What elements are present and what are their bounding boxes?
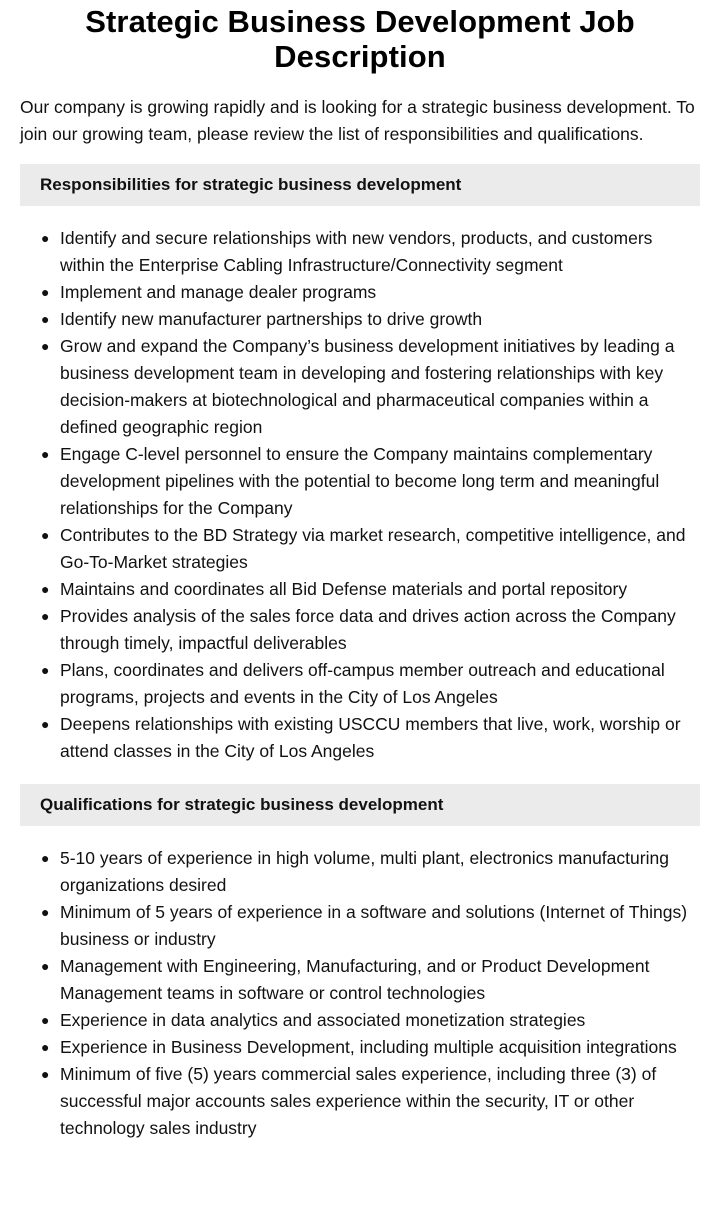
bullet-icon: ● (41, 850, 50, 866)
list-item: ● Management with Engineering, Manufacturing, and or Product Development Management teams in software or control technologies (60, 953, 700, 1007)
list-item: ● Contributes to the BD Strategy via market research, competitive intelligence, and Go-To-Market strategies (60, 522, 700, 576)
responsibilities-list (20, 225, 700, 765)
bullet-icon: ● (41, 662, 50, 678)
bullet-icon: ● (41, 1066, 50, 1082)
bullet-icon: ● (41, 284, 50, 300)
intro-paragraph: Our company is growing rapidly and is looking for a strategic business development. To join our growing team, please review the list of responsibilities and qualifications. (20, 97, 695, 144)
list-item: ● Plans, coordinates and delivers off-campus member outreach and educational programs, projects and events in the City of Los Angeles (60, 657, 700, 711)
list-item: ● Grow and expand the Company’s business development initiatives by leading a business development team in developing and fostering relationships with key decision-makers at biotechnological and pharmaceutical companies within a defined geographic region (60, 333, 700, 441)
bullet-icon: ● (41, 527, 50, 543)
qualifications-header (20, 784, 700, 826)
list-item: ● Deepens relationships with existing USCCU members that live, work, worship or attend classes in the City of Los Angeles (60, 711, 700, 765)
list-item: ● Experience in data analytics and associated monetization strategies (60, 1007, 700, 1034)
bullet-icon: ● (41, 338, 50, 354)
bullet-icon: ● (41, 904, 50, 920)
list-item: ● Engage C-level personnel to ensure the Company maintains complementary development pipelines with the potential to become long term and meaningful relationships for the Company (60, 441, 700, 522)
qualifications-heading: Qualifications for strategic business development (40, 795, 444, 814)
bullet-icon: ● (41, 608, 50, 624)
list-item: ● Minimum of five (5) years commercial sales experience, including three (3) of successful major accounts sales experience within the security, IT or other technology sales industry (60, 1061, 700, 1142)
list-item: ● Identify and secure relationships with new vendors, products, and customers within the Enterprise Cabling Infrastructure/Connectivity segment (60, 225, 700, 279)
bullet-icon: ● (41, 311, 50, 327)
bullet-icon: ● (41, 230, 50, 246)
responsibilities-header (20, 164, 700, 206)
qualifications-list (20, 845, 700, 1142)
list-item: ● 5-10 years of experience in high volume, multi plant, electronics manufacturing organizations desired (60, 845, 700, 899)
list-item: ● Provides analysis of the sales force data and drives action across the Company through timely, impactful deliverables (60, 603, 700, 657)
bullet-icon: ● (41, 446, 50, 462)
bullet-icon: ● (41, 958, 50, 974)
list-item: ● Maintains and coordinates all Bid Defense materials and portal repository (60, 576, 700, 603)
bullet-icon: ● (41, 1012, 50, 1028)
bullet-icon: ● (41, 581, 50, 597)
list-item: ● Implement and manage dealer programs (60, 279, 700, 306)
page-title: Strategic Business Development Job Description (85, 4, 635, 74)
list-item: ● Experience in Business Development, including multiple acquisition integrations (60, 1034, 700, 1061)
responsibilities-heading: Responsibilities for strategic business development (40, 175, 462, 194)
list-item: ● Minimum of 5 years of experience in a software and solutions (Internet of Things) business or industry (60, 899, 700, 953)
list-item: ● Identify new manufacturer partnerships to drive growth (60, 306, 700, 333)
bullet-icon: ● (41, 716, 50, 732)
bullet-icon: ● (41, 1039, 50, 1055)
